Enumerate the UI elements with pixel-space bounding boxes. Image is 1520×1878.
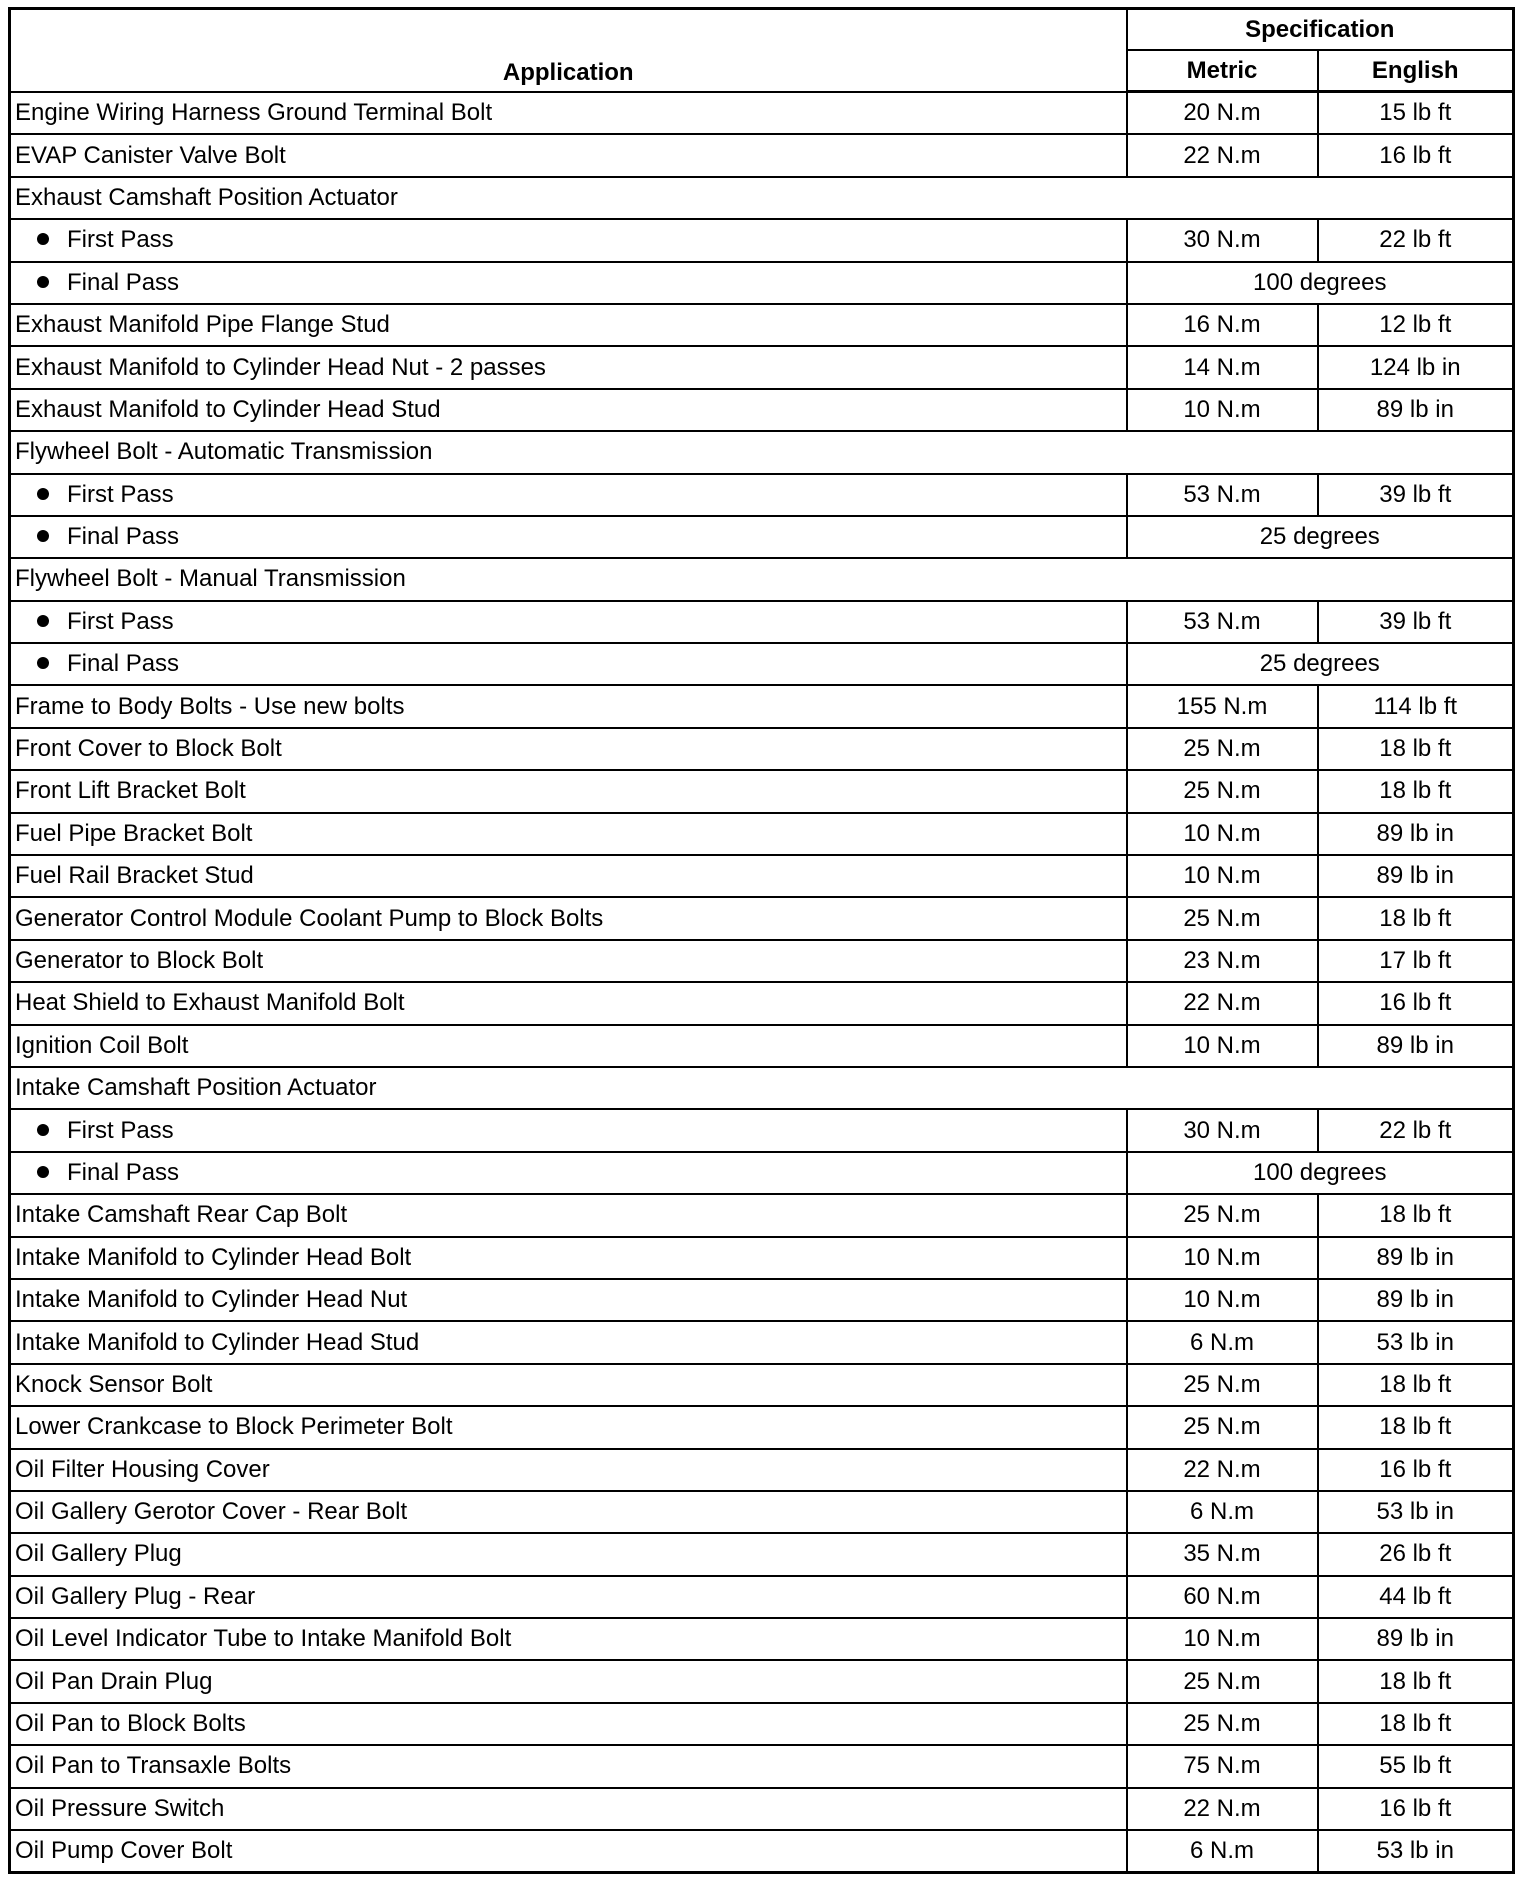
table-row (10, 1025, 1514, 1067)
application-label: Exhaust Manifold Pipe Flange Stud (15, 311, 390, 339)
angle-spec-cell: 25 degrees (1127, 516, 1514, 558)
angle-spec-cell: 100 degrees (1127, 262, 1514, 304)
metric-cell: 75 N.m (1127, 1745, 1318, 1787)
metric-cell: 155 N.m (1127, 685, 1318, 727)
metric-cell: 35 N.m (1127, 1533, 1318, 1575)
table-row (10, 516, 1514, 558)
metric-cell: 25 N.m (1127, 1364, 1318, 1406)
application-label: Intake Manifold to Cylinder Head Bolt (15, 1243, 412, 1271)
english-cell: 26 lb ft (1318, 1533, 1514, 1575)
application-label: Exhaust Manifold to Cylinder Head Stud (15, 395, 441, 423)
bullet-icon (37, 233, 49, 245)
application-cell (10, 728, 1127, 770)
table-row (10, 643, 1514, 685)
english-cell: 89 lb in (1318, 813, 1514, 855)
table-row (10, 770, 1514, 812)
application-label: Generator Control Module Coolant Pump to Block Bolts (15, 904, 604, 932)
table-row (10, 134, 1514, 176)
application-label: Final Pass (67, 268, 180, 296)
bullet-icon (37, 488, 49, 500)
application-cell (10, 219, 1127, 261)
english-cell: 18 lb ft (1318, 770, 1514, 812)
metric-cell: 10 N.m (1127, 813, 1318, 855)
application-label: Engine Wiring Harness Ground Terminal Bolt (15, 98, 493, 126)
table-row (10, 177, 1514, 219)
angle-spec-cell: 25 degrees (1127, 643, 1514, 685)
application-cell (10, 1321, 1127, 1363)
application-label: Final Pass (67, 1158, 180, 1186)
application-label: Oil Pump Cover Bolt (15, 1837, 233, 1865)
english-cell: 55 lb ft (1318, 1745, 1514, 1787)
bullet-icon (37, 615, 49, 627)
table-row (10, 728, 1514, 770)
table-row (10, 855, 1514, 897)
metric-header: Metric (1127, 50, 1318, 92)
application-label: Ignition Coil Bolt (15, 1031, 189, 1059)
metric-cell: 30 N.m (1127, 1109, 1318, 1151)
application-label: Final Pass (67, 523, 180, 551)
application-cell (10, 813, 1127, 855)
english-cell: 16 lb ft (1318, 1788, 1514, 1830)
bullet-icon (37, 1124, 49, 1136)
table-row (10, 601, 1514, 643)
application-cell (10, 516, 1127, 558)
table-row (10, 1491, 1514, 1533)
metric-cell: 6 N.m (1127, 1321, 1318, 1363)
application-cell (10, 770, 1127, 812)
application-cell (10, 1533, 1127, 1575)
english-cell: 39 lb ft (1318, 601, 1514, 643)
metric-cell: 23 N.m (1127, 940, 1318, 982)
english-header: English (1318, 50, 1514, 92)
application-label: Oil Level Indicator Tube to Intake Manifold Bolt (15, 1625, 512, 1653)
english-cell: 89 lb in (1318, 389, 1514, 431)
metric-cell: 25 N.m (1127, 770, 1318, 812)
table-row (10, 685, 1514, 727)
table-row (10, 1703, 1514, 1745)
application-cell (10, 1788, 1127, 1830)
english-cell: 22 lb ft (1318, 219, 1514, 261)
application-label: Oil Gallery Gerotor Cover - Rear Bolt (15, 1498, 408, 1526)
table-row (10, 304, 1514, 346)
table-header (10, 9, 1514, 92)
table-row (10, 1194, 1514, 1236)
table-row (10, 897, 1514, 939)
application-cell (10, 685, 1127, 727)
application-label: Oil Pan Drain Plug (15, 1667, 213, 1695)
application-cell (10, 1449, 1127, 1491)
english-cell: 89 lb in (1318, 1279, 1514, 1321)
table-row (10, 262, 1514, 304)
application-cell (10, 262, 1127, 304)
bullet-icon (37, 657, 49, 669)
english-cell: 17 lb ft (1318, 940, 1514, 982)
english-cell: 39 lb ft (1318, 474, 1514, 516)
application-cell (10, 940, 1127, 982)
application-header: Application (10, 9, 1127, 92)
application-cell (10, 1364, 1127, 1406)
english-cell: 53 lb in (1318, 1830, 1514, 1873)
header-row-top (10, 9, 1514, 51)
table-row (10, 1576, 1514, 1618)
metric-cell: 53 N.m (1127, 474, 1318, 516)
english-cell: 53 lb in (1318, 1321, 1514, 1363)
torque-spec-table (8, 7, 1515, 1874)
english-cell: 18 lb ft (1318, 1406, 1514, 1448)
table-row (10, 1533, 1514, 1575)
metric-cell: 10 N.m (1127, 1025, 1318, 1067)
application-label: Intake Camshaft Position Actuator (15, 1074, 377, 1102)
application-cell (10, 601, 1127, 643)
english-cell: 124 lb in (1318, 346, 1514, 388)
application-cell (10, 304, 1127, 346)
application-label: EVAP Canister Valve Bolt (15, 141, 286, 169)
application-cell (10, 1745, 1127, 1787)
application-cell (10, 643, 1127, 685)
application-cell (10, 1660, 1127, 1702)
application-cell (10, 1491, 1127, 1533)
table-row (10, 431, 1514, 473)
english-cell: 22 lb ft (1318, 1109, 1514, 1151)
table-row (10, 1109, 1514, 1151)
metric-cell: 22 N.m (1127, 134, 1318, 176)
english-cell: 89 lb in (1318, 1025, 1514, 1067)
english-cell: 16 lb ft (1318, 982, 1514, 1024)
metric-cell: 60 N.m (1127, 1576, 1318, 1618)
application-cell (10, 855, 1127, 897)
application-label: Oil Gallery Plug (15, 1540, 182, 1568)
application-label: Generator to Block Bolt (15, 947, 264, 974)
table-row (10, 1618, 1514, 1660)
english-cell: 18 lb ft (1318, 897, 1514, 939)
bullet-icon (37, 276, 49, 288)
metric-cell: 25 N.m (1127, 1194, 1318, 1236)
application-label: Heat Shield to Exhaust Manifold Bolt (15, 989, 405, 1017)
application-cell (10, 1703, 1127, 1745)
table-row (10, 940, 1514, 982)
application-label: Front Cover to Block Bolt (15, 735, 282, 763)
table-row (10, 1660, 1514, 1702)
application-cell (10, 982, 1127, 1024)
english-cell: 18 lb ft (1318, 728, 1514, 770)
metric-cell: 25 N.m (1127, 897, 1318, 939)
table-row (10, 346, 1514, 388)
english-cell: 44 lb ft (1318, 1576, 1514, 1618)
application-label: Fuel Pipe Bracket Bolt (15, 819, 253, 847)
table-row (10, 1152, 1514, 1194)
application-cell (10, 1194, 1127, 1236)
application-cell (10, 1109, 1127, 1151)
english-cell: 16 lb ft (1318, 1449, 1514, 1491)
metric-cell: 10 N.m (1127, 1618, 1318, 1660)
table-row (10, 1406, 1514, 1448)
application-label: Fuel Rail Bracket Stud (15, 862, 254, 890)
english-cell: 18 lb ft (1318, 1194, 1514, 1236)
application-cell (10, 346, 1127, 388)
application-label: Oil Pan to Block Bolts (15, 1710, 246, 1738)
bullet-icon (37, 530, 49, 542)
application-label: Intake Manifold to Cylinder Head Nut (15, 1286, 408, 1314)
application-cell (10, 177, 1514, 219)
application-label: Oil Filter Housing Cover (15, 1455, 270, 1483)
application-cell (10, 1618, 1127, 1660)
application-cell (10, 474, 1127, 516)
application-label: First Pass (67, 1116, 174, 1144)
english-cell: 89 lb in (1318, 855, 1514, 897)
table-row (10, 813, 1514, 855)
application-label: Exhaust Manifold to Cylinder Head Nut - 2 passes (15, 353, 546, 381)
metric-cell: 10 N.m (1127, 1237, 1318, 1279)
english-cell: 18 lb ft (1318, 1703, 1514, 1745)
application-cell (10, 431, 1514, 473)
application-label: Oil Pressure Switch (15, 1794, 225, 1822)
metric-cell: 6 N.m (1127, 1830, 1318, 1873)
table-row (10, 982, 1514, 1024)
metric-cell: 30 N.m (1127, 219, 1318, 261)
table-row (10, 1830, 1514, 1873)
metric-cell: 14 N.m (1127, 346, 1318, 388)
specification-header: Specification (1127, 9, 1514, 51)
application-cell (10, 389, 1127, 431)
table-body (10, 92, 1514, 1873)
table-row (10, 1788, 1514, 1830)
metric-cell: 6 N.m (1127, 1491, 1318, 1533)
metric-cell: 16 N.m (1127, 304, 1318, 346)
english-cell: 16 lb ft (1318, 134, 1514, 176)
metric-cell: 25 N.m (1127, 1660, 1318, 1702)
application-label: Knock Sensor Bolt (15, 1370, 213, 1398)
application-label: Flywheel Bolt - Manual Transmission (15, 565, 406, 593)
table-row (10, 1745, 1514, 1787)
application-label: First Pass (67, 480, 174, 508)
table-row (10, 1364, 1514, 1406)
metric-cell: 10 N.m (1127, 855, 1318, 897)
application-cell (10, 1279, 1127, 1321)
metric-cell: 22 N.m (1127, 982, 1318, 1024)
application-label: Flywheel Bolt - Automatic Transmission (15, 438, 433, 466)
application-cell (10, 1576, 1127, 1618)
application-label: Intake Camshaft Rear Cap Bolt (15, 1201, 348, 1229)
application-label: Final Pass (67, 650, 180, 678)
english-cell: 18 lb ft (1318, 1660, 1514, 1702)
application-label: Oil Pan to Transaxle Bolts (15, 1752, 292, 1780)
english-cell: 12 lb ft (1318, 304, 1514, 346)
application-cell (10, 92, 1127, 135)
application-label: First Pass (67, 607, 174, 635)
application-label: Oil Gallery Plug - Rear (15, 1582, 256, 1610)
application-cell (10, 134, 1127, 176)
application-cell (10, 558, 1514, 600)
table-row (10, 558, 1514, 600)
english-cell: 114 lb ft (1318, 685, 1514, 727)
application-label: First Pass (67, 226, 174, 254)
application-cell (10, 897, 1127, 939)
table-row (10, 219, 1514, 261)
application-cell (10, 1152, 1127, 1194)
application-cell (10, 1830, 1127, 1873)
metric-cell: 22 N.m (1127, 1788, 1318, 1830)
table-row (10, 1067, 1514, 1109)
metric-cell: 25 N.m (1127, 728, 1318, 770)
english-cell: 89 lb in (1318, 1618, 1514, 1660)
table-row (10, 1279, 1514, 1321)
application-label: Exhaust Camshaft Position Actuator (15, 183, 398, 211)
metric-cell: 53 N.m (1127, 601, 1318, 643)
english-cell: 89 lb in (1318, 1237, 1514, 1279)
angle-spec-cell: 100 degrees (1127, 1152, 1514, 1194)
metric-cell: 22 N.m (1127, 1449, 1318, 1491)
application-label: Intake Manifold to Cylinder Head Stud (15, 1328, 420, 1356)
metric-cell: 20 N.m (1127, 92, 1318, 135)
application-cell (10, 1025, 1127, 1067)
metric-cell: 10 N.m (1127, 389, 1318, 431)
table-row (10, 92, 1514, 135)
table-row (10, 389, 1514, 431)
table-row (10, 1449, 1514, 1491)
application-label: Frame to Body Bolts - Use new bolts (15, 692, 405, 720)
metric-cell: 10 N.m (1127, 1279, 1318, 1321)
metric-cell: 25 N.m (1127, 1406, 1318, 1448)
table-row (10, 1237, 1514, 1279)
english-cell: 53 lb in (1318, 1491, 1514, 1533)
application-label: Front Lift Bracket Bolt (15, 777, 246, 805)
metric-cell: 25 N.m (1127, 1703, 1318, 1745)
table-row (10, 474, 1514, 516)
application-cell (10, 1067, 1514, 1109)
application-cell (10, 1406, 1127, 1448)
english-cell: 18 lb ft (1318, 1364, 1514, 1406)
english-cell: 15 lb ft (1318, 92, 1514, 135)
table-row (10, 1321, 1514, 1363)
bullet-icon (37, 1166, 49, 1178)
application-label: Lower Crankcase to Block Perimeter Bolt (15, 1413, 453, 1441)
application-cell (10, 1237, 1127, 1279)
